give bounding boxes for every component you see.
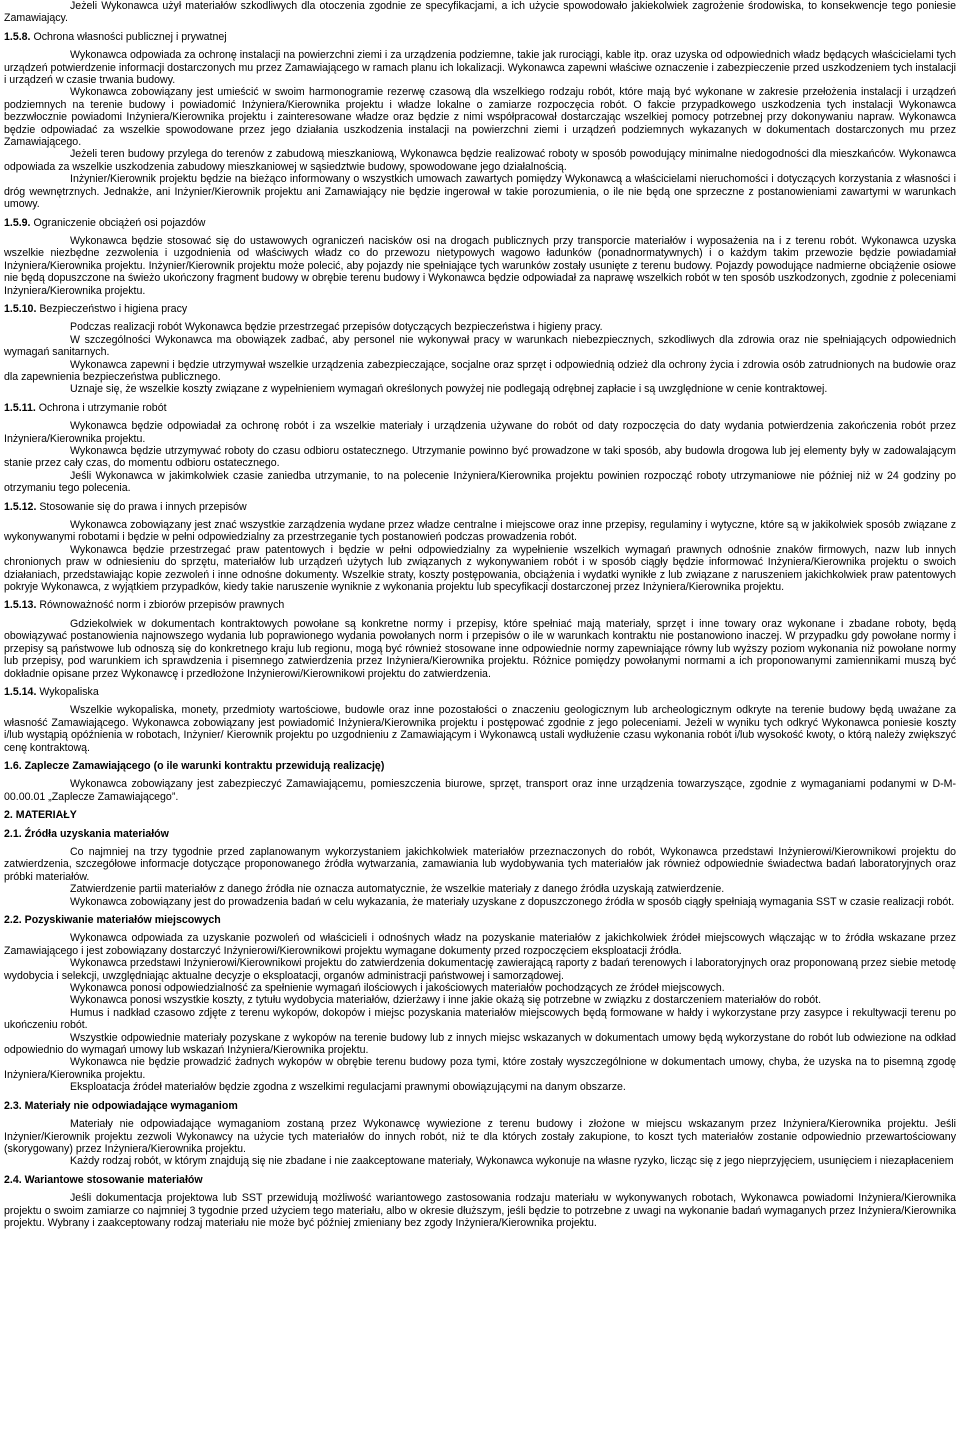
section (4, 803, 956, 821)
section-paragraph: Jeśli Wykonawca w jakimkolwiek czasie zaniedba utrzymanie, to na polecenie Inżyniera/Kierownika projektu powinien rozpocząć roboty utrzymaniowe nie później niż w 24 godziny po otrzymaniu tego polecenia. (4, 469, 956, 495)
section-title: Bezpieczeństwo i higiena pracy (39, 302, 188, 315)
section-number: 2. (4, 809, 13, 822)
section-paragraph: Humus i nadkład czasowo zdjęte z terenu wykopów, dokopów i miejsc pozyskania materiałów miejscowych będą formowane w hałdy i wykorzystane przy zasypce i rekultywacji terenu po ukończeniu robót. (4, 1006, 956, 1032)
section-paragraph: Wykonawca przedstawi Inżynierowi/Kierownikowi projektu do zatwierdzenia dokumentację zawierającą raporty z badań terenowych i laboratoryjnych oraz proponowaną przez siebie metodę wydobycia i selekcji, uwzględniając aktualne decyzje o eksploatacji, organów administracji państwowej i samorządowej. (4, 957, 956, 982)
section-number: 1.5.12. (4, 500, 37, 513)
section (4, 396, 956, 495)
section-paragraph: Jeśli dokumentacja projektowa lub SST przewidują możliwość wariantowego zastosowania rodzaju materiału w wykonywanych robotach, Wykonawca powiadomi Inżyniera/Kierownika projektu o swoim zamiarze co najmniej 3 tygodnie przed użyciem tego materiału, albo w okresie dłuższym, jeśli będzie to potrzebne z uwagi na wykonanie badań wymaganych przez Inżyniera/Kierownika projektu. Wybrany i zaakceptowany rodzaj materiału nie może być później zmieniany bez zgody Inżyniera/Kierownika projektu. (4, 1192, 956, 1229)
section-title: Ochrona własności publicznej i prywatnej (33, 30, 227, 43)
section (4, 25, 956, 211)
section-paragraph: Uznaje się, że wszelkie koszty związane z wypełnieniem wymagań określonych powyżej nie podlegają odrębnej zapłacie i są uwzględnione w cenie kontraktowej. (70, 383, 828, 396)
section-heading (4, 828, 956, 840)
section-number: 2.1. (4, 827, 22, 840)
section (4, 297, 956, 396)
section-heading (4, 914, 956, 926)
section-heading (4, 1174, 956, 1186)
section-paragraph: Co najmniej na trzy tygodnie przed zaplanowanym wykorzystaniem jakichkolwiek materiałów przeznaczonych do robót, Wykonawca przedstawi Inżynierowi/Kierownikowi projektu do zatwierdzenia, szczegółowe informacje dotyczące proponowanego źródła wytwarzania, zamawiania lub wydobywania tych materiałów jak również odpowiednie świadectwa badań laboratoryjnych oraz próbki materiałów. (4, 845, 956, 883)
section-title: Zaplecze Zamawiającego (o ile warunki kontraktu przewidują realizację) (24, 759, 385, 772)
section-title: Ochrona i utrzymanie robót (38, 401, 167, 414)
section (4, 822, 956, 908)
section-heading (4, 760, 956, 772)
section (4, 754, 956, 803)
section-title: Stosowanie się do prawa i innych przepisów (39, 500, 247, 513)
section-title: Pozyskiwanie materiałów miejscowych (24, 914, 221, 926)
section-heading (4, 686, 956, 698)
section-paragraph: Wykonawca nie będzie prowadzić żadnych wykopów w obrębie terenu budowy poza tymi, które zostały wyszczególnione w dokumentach umowy, chyba, że uzyska na to pisemną zgodę Inżyniera/Kierownika projektu. (4, 1056, 956, 1081)
section-paragraph: Inżynier/Kierownik projektu będzie na bieżąco informowany o wszystkich umowach zawartych pomiędzy Wykonawcą a właścicielami nieruchomości i dotyczących korzystania z własności i dróg wewnętrznych. Jednakże, ani Inżynier/Kierownik projektu ani Zamawiający nie będzie ingerował w takie porozumienia, o ile nie będą one sprzeczne z postanowieniami zawartymi w warunkach umowy. (4, 173, 956, 211)
section-heading (4, 303, 956, 315)
intro-paragraph: Jeżeli Wykonawca użył materiałów szkodliwych dla otoczenia zgodnie ze specyfikacjami, a ich użycie spowodowało jakiekolwiek zagrożenie środowiska, to konsekwencje tego poniesie Zamawiający. (4, 0, 956, 25)
section-title: Wykopaliska (39, 685, 99, 698)
section-paragraph: Każdy rodzaj robót, w którym znajdują się nie zbadane i nie zaakceptowane materiały, Wykonawca wykonuje na własne ryzyko, licząc się z jego nieprzyjęciem, usunięciem i niezapłaceniem (70, 1155, 954, 1168)
section-title: Równoważność norm i zbiorów przepisów prawnych (39, 599, 285, 612)
section-paragraph: Wykonawca będzie przestrzegać praw patentowych i będzie w pełni odpowiedzialny za wypełnienie wszelkich wymagań prawnych odnośnie znaków firmowych, nazw lub innych chronionych praw w odniesieniu do sprzętu, materiałów lub urządzeń użytych lub związanych z wykonywaniem robót i w sposób ciągły będzie informować Inżyniera/Kierownika projektu o swoich działaniach, przedstawiając kopie zezwoleń i inne odnośne dokumenty. Wszelkie straty, koszty postępowania, obciążenia i wydatki wynikłe z lub związane z naruszeniem jakichkolwiek praw patentowych pokryje Wykonawca, z wyjątkiem przypadków, kiedy takie naruszenie wyniknie z wykonania projektu lub specyfikacji dostarczonej przez Inżyniera/Kierownika projektu. (4, 543, 956, 594)
intro-block (4, 0, 956, 25)
section-title: MATERIAŁY (15, 809, 77, 822)
section-number: 1.5.8. (4, 30, 31, 43)
section-paragraph: Wykonawca odpowiada za ochronę instalacji na powierzchni ziemi i za urządzenia podziemne, takie jak rurociągi, kable itp. oraz uzyska od odpowiednich władz będących właścicielami tych urządzeń potwierdzenie informacji dostarczonych mu przez Zamawiającego w ramach planu ich lokalizacji. Wykonawca zapewni właściwe oznaczenie i zabezpieczenie przed uszkodzeniem tych instalacji i urządzeń w czasie trwania budowy. (4, 49, 956, 87)
section-heading (4, 31, 956, 43)
section-paragraph: Wykonawca ponosi odpowiedzialność za spełnienie wymagań ilościowych i jakościowych materiałów pochodzących ze źródeł miejscowych. (70, 982, 725, 995)
section-heading (4, 599, 956, 611)
section-paragraph: Wykonawca będzie utrzymywać roboty do czasu odbioru ostatecznego. Utrzymanie powinno być prowadzone w taki sposób, aby budowla drogowa lub jej elementy były w zadowalającym stanie przez cały czas, do momentu odbioru ostatecznego. (4, 445, 956, 470)
section-paragraph: Wykonawca zapewni i będzie utrzymywał wszelkie urządzenia zabezpieczające, socjalne oraz sprzęt i odpowiednią odzież dla ochrony życia i zdrowia osób zatrudnionych na budowie oraz dla zapewnienia bezpieczeństwa publicznego. (4, 358, 956, 383)
section-number: 1.5.14. (4, 685, 37, 698)
section-number: 1.5.13. (4, 599, 37, 612)
section-heading (4, 402, 956, 414)
section-number: 2.4. (4, 1173, 22, 1186)
section (4, 211, 956, 297)
section-title: Ograniczenie obciążeń osi pojazdów (33, 216, 206, 229)
section-paragraph: Wszelkie wykopaliska, monety, przedmioty wartościowe, budowle oraz inne pozostałości o znaczeniu geologicznym lub archeologicznym odkryte na terenie budowy będą uważane za własność Zamawiającego. Wykonawca zobowiązany jest powiadomić Inżyniera/Kierownika projektu i postępować zgodnie z jego poleceniami. Jeżeli w wyniku tych odkryć Wykonawca poniesie koszty i/lub wystąpią opóźnienia w robotach, Inżynier/ Kierownik projektu po uzgodnieniu z Zamawiającym i Wykonawcą ustali wydłużenie czasu wykonania robót i/lub wysokość kwoty, o którą należy zwiększyć cenę kontraktową. (4, 704, 956, 754)
section-paragraph: Wykonawca ponosi wszystkie koszty, z tytułu wydobycia materiałów, dzierżawy i inne jakie okażą się potrzebne w związku z dostarczeniem materiałów do robót. (70, 994, 822, 1007)
section-paragraph: Wykonawca zobowiązany jest umieścić w swoim harmonogramie rezerwę czasową dla wszelkiego rodzaju robót, które mają być wykonane w zakresie przełożenia instalacji i urządzeń podziemnych na terenie budowy i powiadomić Inżyniera/Kierownika projektu i władze lokalne o zamiarze rozpoczęcia robót. O fakcie przypadkowego uszkodzenia tych instalacji Wykonawca bezzwłocznie powiadomi Inżyniera/Kierownika projektu i zainteresowane władze oraz będzie z nimi współpracował dostarczając wszelkiej pomocy potrzebnej przy dokonywaniu napraw. Wykonawca będzie odpowiadać za wszelkie spowodowane przez jego działania uszkodzenia instalacji na powierzchni ziemi i urządzeń podziemnych wykazanych w dokumentach dostarczonych mu przez Zamawiającego. (4, 86, 956, 149)
section (4, 1094, 956, 1168)
section-paragraph: Wykonawca będzie odpowiadał za ochronę robót i za wszelkie materiały i urządzenia używane do robót od daty rozpoczęcia do daty wydania potwierdzenia zakończenia robót przez Inżyniera/Kierownika projektu. (4, 420, 956, 445)
section-title: Wariantowe stosowanie materiałów (24, 1173, 203, 1186)
section-number: 2.2. (4, 914, 22, 926)
section-paragraph: Wykonawca zobowiązany jest znać wszystkie zarządzenia wydane przez władze centralne i miejscowe oraz inne przepisy, regulaminy i wytyczne, które są w jakikolwiek sposób związane z wykonywanymi robotami i będzie w pełni odpowiedzialny za przestrzeganie tych postanowień podczas prowadzenia robót. (4, 519, 956, 544)
section-paragraph: W szczególności Wykonawca ma obowiązek zadbać, aby personel nie wykonywał pracy w warunkach niebezpiecznych, szkodliwych dla zdrowia oraz nie spełniających odpowiednich wymagań sanitarnych. (4, 333, 956, 359)
document-body (4, 25, 956, 1230)
section-paragraph: Wykonawca będzie stosować się do ustawowych ograniczeń nacisków osi na drogach publicznych przy transporcie materiałów i wyposażenia na i z terenu robót. Wykonawca uzyska wszelkie niezbędne zezwolenia i uzgodnienia od właściwych władz co do przewozu nietypowych wagowo ładunków (ponadnormatywnych) i o każdym takim przewozie będzie powiadamiał Inżyniera/Kierownika projektu. Inżynier/Kierownik projektu może polecić, aby pojazdy nie spełniające tych warunków zostały usunięte z terenu budowy. Pojazdy powodujące nadmierne obciążenie osiowe nie będą dopuszczone na świeżo ukończony fragment budowy w obrębie terenu budowy i Wykonawca będzie odpowiadał za naprawę wszelkich robót w ten sposób uszkodzonych, zgodnie z poleceniami Inżyniera/Kierownika projektu. (4, 234, 956, 297)
section-paragraph: Wykonawca zobowiązany jest do prowadzenia badań w celu wykazania, że materiały uzyskane z dopuszczonego źródła w sposób ciągły spełniają wymagania SST w czasie realizacji robót. (70, 895, 955, 908)
section-paragraph: Gdziekolwiek w dokumentach kontraktowych powołane są konkretne normy i przepisy, które spełniać mają materiały, sprzęt i inne towary oraz wykonane i zbadane roboty, będą obowiązywać postanowienia najnowszego wydania lub poprawionego wydania powołanych norm i przepisów o ile w warunkach kontraktu nie postanowiono inaczej. W przypadku gdy powołane normy i przepisy są państwowe lub odnoszą się do konkretnego kraju lub regionu, mogą być również stosowane inne odpowiednie normy zapewniające równy lub wyższy poziom wykonania niż powołane normy lub przepisy, pod warunkiem ich sprawdzenia i pisemnego zatwierdzenia przez Inżyniera/Kierownika projektu. Różnice pomiędzy powołanymi normami a ich proponowanymi zamiennikami muszą być dokładnie opisane przez Wykonawcę i przedłożone Inżynierowi/Kierownikowi projektu do zatwierdzenia. (4, 617, 956, 680)
section-paragraph: Wykonawca odpowiada za uzyskanie pozwoleń od właścicieli i odnośnych władz na pozyskanie materiałów z jakichkolwiek źródeł miejscowych włączając w to źródła wskazane przez Zamawiającego i jest zobowiązany dostarczyć Inżynierowi/Kierownikowi projektu wymagane dokumenty przed rozpoczęciem eksploatacji źródła. (4, 932, 956, 957)
section-paragraph: Eksploatacja źródeł materiałów będzie zgodna z wszelkimi regulacjami prawnymi obowiązującymi na danym obszarze. (70, 1081, 626, 1094)
section-title: Źródła uzyskania materiałów (24, 827, 169, 840)
section-heading (4, 1100, 956, 1112)
section-paragraph: Podczas realizacji robót Wykonawca będzie przestrzegać przepisów dotyczących bezpieczeństwa i higieny pracy. (70, 321, 603, 334)
section (4, 1168, 956, 1230)
section (4, 908, 956, 1094)
section (4, 495, 956, 594)
section (4, 593, 956, 679)
section (4, 680, 956, 754)
section-paragraph: Jeżeli teren budowy przylega do terenów z zabudową mieszkaniową, Wykonawca będzie realizować roboty w sposób powodujący minimalne niedogodności dla mieszkańców. Wykonawca odpowiada za wszelkie uszkodzenia zabudowy mieszkaniowej w sąsiedztwie budowy, spowodowane jego działalnością. (4, 148, 956, 173)
section-heading (4, 809, 956, 821)
section-number: 1.6. (4, 759, 22, 772)
section-number: 1.5.9. (4, 216, 31, 229)
section-heading (4, 217, 956, 229)
section-paragraph: Wszystkie odpowiednie materiały pozyskane z wykopów na terenie budowy lub z innych miejsc wskazanych w dokumentach umowy będą wykorzystane do robót lub odwiezione na odkład odpowiednio do wymagań umowy lub wskazań Inżyniera/Kierownika projektu. (4, 1031, 956, 1057)
section-number: 1.5.11. (4, 401, 36, 414)
section-title: Materiały nie odpowiadające wymaganiom (24, 1099, 238, 1112)
section-paragraph: Zatwierdzenie partii materiałów z danego źródła nie oznacza automatycznie, że wszelkie materiały z danego źródła uzyskają zatwierdzenie. (70, 883, 725, 896)
section-number: 2.3. (4, 1099, 22, 1112)
section-paragraph: Wykonawca zobowiązany jest zabezpieczyć Zamawiającemu, pomieszczenia biurowe, sprzęt, transport oraz inne urządzenia towarzyszące, zgodnie z wymaganiami podanymi w D-M-00.00.01 „Zaplecze Zamawiającego”. (4, 778, 956, 803)
section-number: 1.5.10. (4, 302, 37, 315)
section-paragraph: Materiały nie odpowiadające wymaganiom zostaną przez Wykonawcę wywiezione z terenu budowy i złożone w miejscu wskazanym przez Inżyniera/Kierownika projektu. Jeśli Inżynier/Kierownik projektu zezwoli Wykonawcy na użycie tych materiałów do innych robót, niż te dla których zostały zakupione, to koszt tych materiałów zostanie odpowiednio przewartościowany (skorygowany) przez Inżyniera/Kierownika projektu. (4, 1118, 956, 1155)
section-heading (4, 501, 956, 513)
